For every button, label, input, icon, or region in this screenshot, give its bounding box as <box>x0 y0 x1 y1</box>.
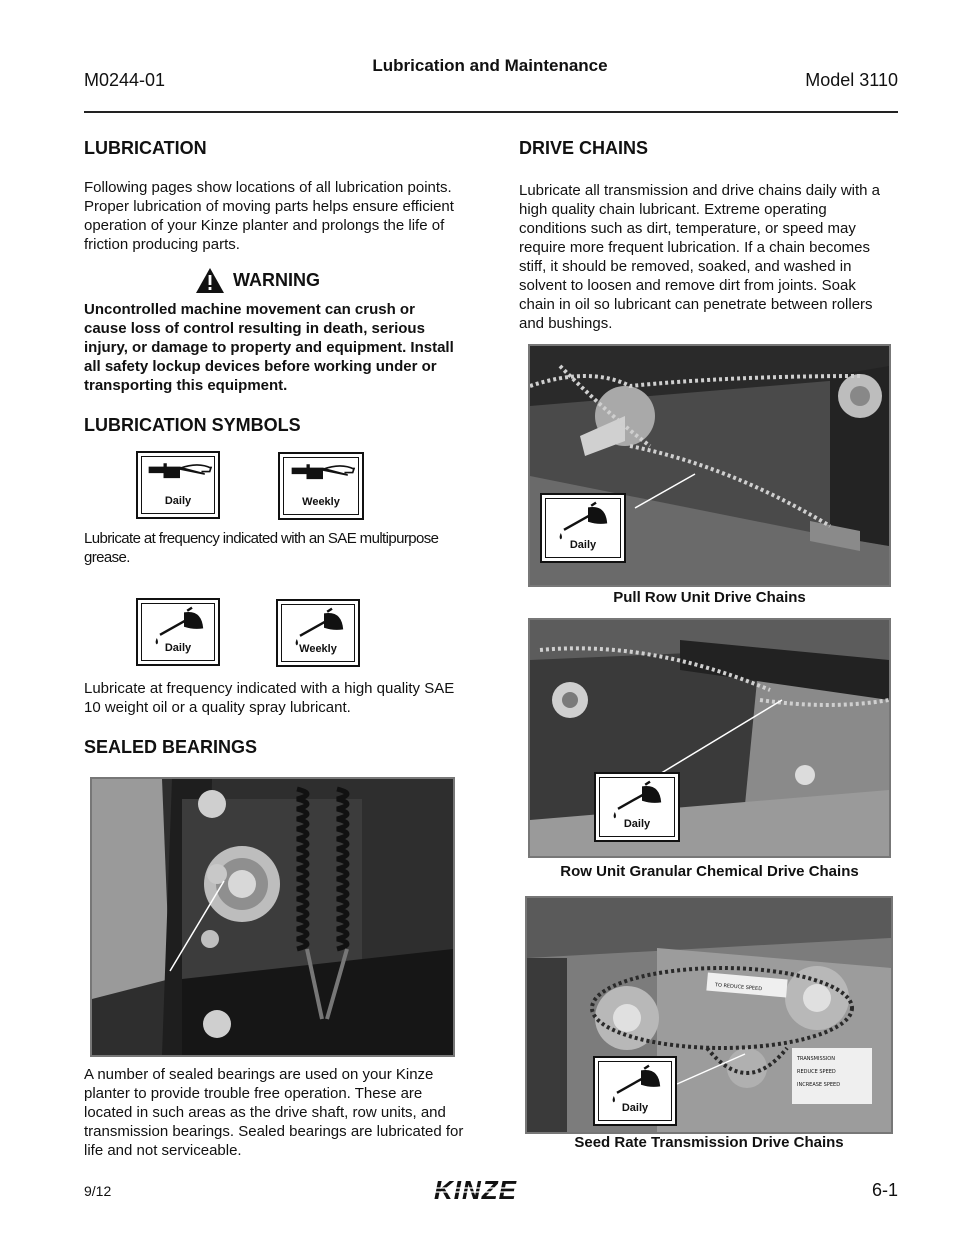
oil-can-icon <box>609 1064 665 1104</box>
oil-can-icon <box>152 606 208 646</box>
lubrication-intro: Following pages show locations of all lubrication points. Proper lubrication of moving parts helps ensure efficient operation of your Kinze planter and prolongs the life of friction producing parts. <box>84 179 454 253</box>
seed-rate-transmission-caption: Seed Rate Transmission Drive Chains <box>574 1134 844 1151</box>
transmission-decal-text-1: TO REDUCE SPEED <box>714 982 763 993</box>
oil-can-icon <box>610 780 666 820</box>
transmission-decal-text-4: INCREASE SPEED <box>797 1082 841 1088</box>
warning-body: Uncontrolled machine movement can crush or cause loss of control resulting in death, serious injury, or damage to property and equipment. Install all safety lockup devices before working under or transporting this equipment. <box>84 301 454 394</box>
transmission-decal-text-2: TRANSMISSION <box>797 1056 835 1062</box>
pull-row-unit-caption: Pull Row Unit Drive Chains <box>613 589 806 606</box>
grease-gun-icon <box>147 461 213 487</box>
grease-weekly-symbol <box>278 452 364 520</box>
oil-daily-label: Daily <box>164 642 192 654</box>
transmission-decal-text-3: REDUCE SPEED <box>797 1069 836 1075</box>
lubrication-heading: LUBRICATION <box>84 138 207 158</box>
sealed-bearing-photo <box>90 777 455 1057</box>
lubrication-symbols-heading: LUBRICATION SYMBOLS <box>84 415 301 435</box>
warning-header <box>195 267 320 294</box>
oil-can-icon <box>292 607 348 647</box>
kinze-logo <box>432 1177 550 1208</box>
granular-chemical-photo <box>528 618 891 858</box>
page-number: 6-1 <box>871 1180 898 1200</box>
model-label: Model 3110 <box>805 70 898 90</box>
revision-date: 9/12 <box>84 1183 112 1199</box>
oil-can-icon <box>556 501 612 541</box>
daily-oil-symbol <box>594 772 680 842</box>
grease-description: Lubricate at frequency indicated with an SAE multipurpose grease. <box>84 530 439 566</box>
drive-chains-text: Lubricate all transmission and drive chains daily with a high quality chain lubricant. Extreme operating conditions such as dirt, temperature, or speed may require more frequent lubrication. If a chain becomes stiff, it should be removed, soaked, and washed in solvent to loosen and remove dirt from joints. Soak chain in oil so lubricant can penetrate between rollers and bushings. <box>519 182 881 332</box>
seed-rate-transmission-photo <box>525 896 893 1134</box>
photo2-symbol-label: Daily <box>623 818 651 830</box>
photo1-symbol-label: Daily <box>569 539 597 551</box>
sealed-bearings-heading: SEALED BEARINGS <box>84 737 258 757</box>
grease-daily-label: Daily <box>164 495 192 507</box>
drive-chains-heading: DRIVE CHAINS <box>519 138 649 158</box>
daily-oil-symbol <box>540 493 626 563</box>
warning-title: WARNING <box>233 270 320 290</box>
photo3-symbol-label: Daily <box>621 1102 649 1114</box>
grease-gun-icon <box>290 462 356 488</box>
oil-daily-symbol <box>136 598 220 666</box>
warning-triangle-icon <box>195 267 225 294</box>
grease-weekly-label: Weekly <box>302 496 340 508</box>
grease-daily-symbol <box>136 451 220 519</box>
kinze-logo-text: KINZE <box>434 1177 517 1203</box>
pull-row-unit-photo <box>528 344 891 587</box>
header-rule <box>84 111 898 113</box>
granular-chemical-caption: Row Unit Granular Chemical Drive Chains <box>560 863 859 880</box>
oil-description: Lubricate at frequency indicated with a high quality SAE 10 weight oil or a quality spray lubricant. <box>84 680 455 716</box>
oil-weekly-symbol <box>276 599 360 667</box>
daily-oil-symbol <box>593 1056 677 1126</box>
oil-weekly-label: Weekly <box>299 643 337 655</box>
section-title: Lubrication and Maintenance <box>372 56 608 75</box>
doc-number: M0244-01 <box>84 70 166 90</box>
sealed-bearings-text: A number of sealed bearings are used on your Kinze planter to provide trouble free operation. These are located in such areas as the drive shaft, row units, and transmission bearings. Sealed bearings are lubricated for life and not serviceable. <box>84 1066 464 1159</box>
